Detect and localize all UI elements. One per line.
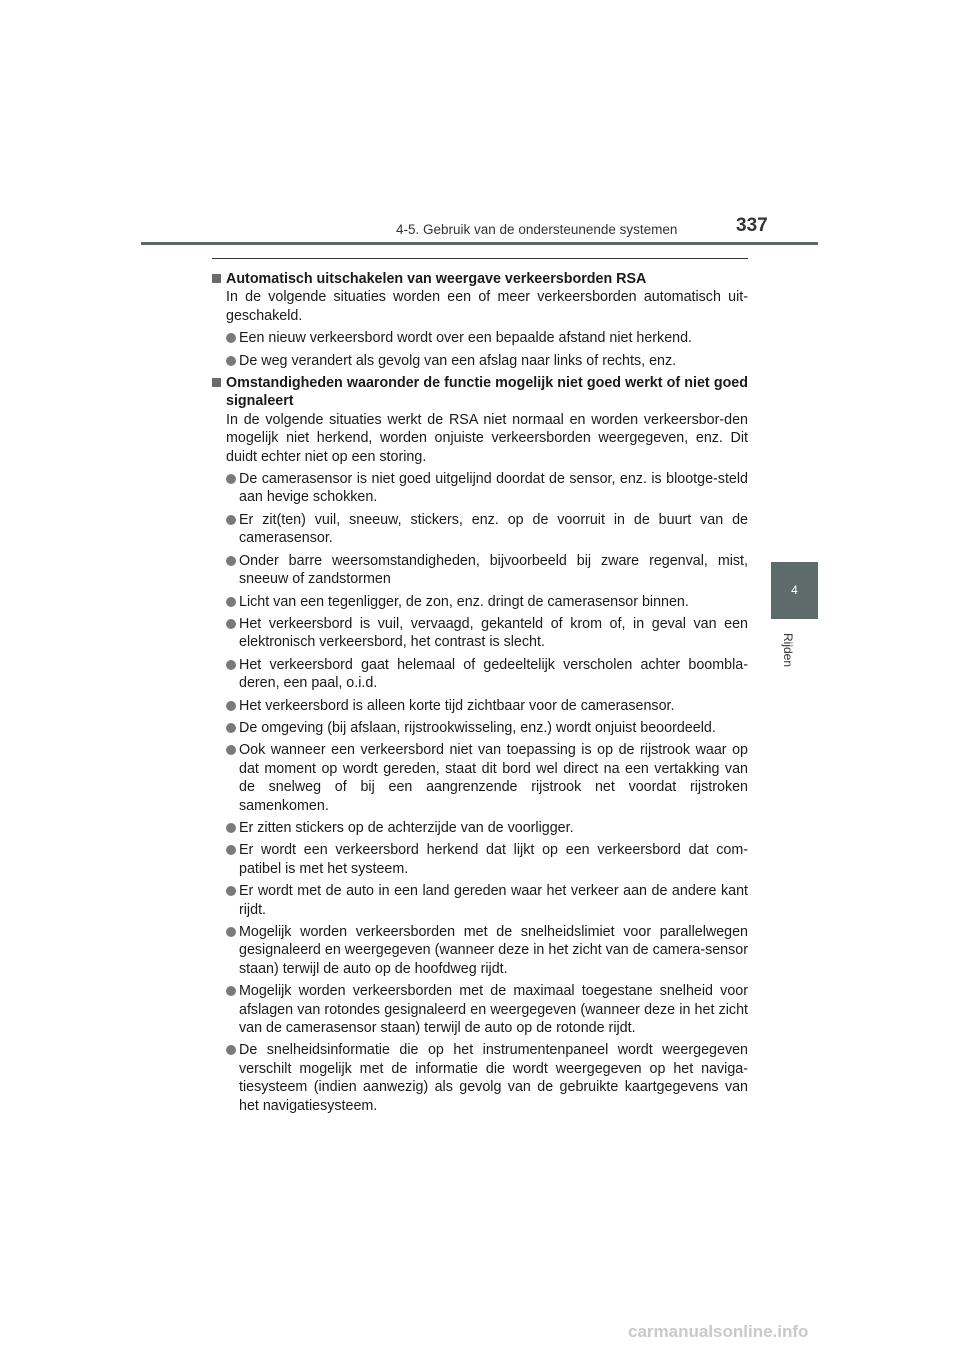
section-heading-text: Automatisch uitschakelen van weergave verkeersborden RSA — [226, 271, 647, 287]
bullet-icon — [226, 1045, 236, 1055]
square-bullet-icon — [212, 274, 221, 283]
bullet-icon — [226, 845, 236, 855]
list-item-text: Het verkeersbord is vuil, vervaagd, gekanteld of krom of, in geval van een elektronisch verkeersbord, het contrast is slecht. — [239, 615, 748, 651]
list-item-text: Er zitten stickers op de achterzijde van de voorligger. — [239, 819, 574, 836]
watermark: carmanualsonline.info — [628, 1322, 809, 1341]
list-item — [212, 697, 748, 715]
list-item-text: Er zit(ten) vuil, sneeuw, stickers, enz. op de voorruit in de buurt van de camerasensor. — [239, 511, 748, 547]
list-item — [212, 819, 748, 837]
bullet-icon — [226, 660, 236, 670]
bullet-icon — [226, 723, 236, 733]
list-item — [212, 882, 748, 919]
chapter-label: Rijden — [781, 632, 795, 668]
bullet-icon — [226, 356, 236, 366]
bullet-icon — [226, 886, 236, 896]
list-item-text: Het verkeersbord is alleen korte tijd zichtbaar voor de camerasensor. — [239, 697, 675, 714]
list-item-text: Onder barre weersomstandigheden, bijvoorbeeld bij zware regenval, mist, sneeuw of zandstormen — [239, 552, 748, 588]
list-item — [212, 615, 748, 652]
bullet-icon — [226, 556, 236, 566]
list-item-text: Ook wanneer een verkeersbord niet van toepassing is op de rijstrook waar op dat moment op wordt gereden, staat dit bord wel direct na een vertakking van de snelweg of bij een aangrenzende rijstrook net voordat rijstroken samenkomen. — [239, 742, 748, 814]
bullet-icon — [226, 745, 236, 755]
list-item-text: Mogelijk worden verkeersborden met de snelheidslimiet voor parallelwegen gesignaleerd en weergegeven (wanneer deze in het zicht van de camera-sensor staan) terwijl de auto op de hoofdweg rijdt. — [239, 924, 748, 977]
page-number: 337 — [736, 215, 768, 236]
list-item-text: Het verkeersbord gaat helemaal of gedeeltelijk verscholen achter boombla-deren, een paal, o.i.d. — [239, 656, 748, 692]
bullet-icon — [226, 619, 236, 629]
header-divider — [141, 242, 818, 245]
section-intro: In de volgende situaties worden een of meer verkeersborden automatisch uit-geschakeld. — [226, 289, 748, 324]
content-divider — [212, 258, 748, 259]
bullet-icon — [226, 986, 236, 996]
bullet-icon — [226, 515, 236, 525]
bullet-icon — [226, 823, 236, 833]
list-item-text: De weg verandert als gevolg van een afslag naar links of rechts, enz. — [239, 352, 677, 369]
chapter-tab: 4 — [771, 562, 818, 619]
section-intro: In de volgende situaties werkt de RSA niet normaal en worden verkeersbor-den mogelijk niet herkend, worden onjuiste verkeersborden weergegeven, enz. Dit duidt echter niet op een storing. — [226, 411, 748, 465]
list-item-text: De camerasensor is niet goed uitgelijnd doordat de sensor, enz. is blootge-steld aan hevige schokken. — [239, 471, 748, 506]
list-item-text: Er wordt een verkeersbord herkend dat lijkt op een verkeersbord dat com-patibel is met het systeem. — [239, 842, 748, 877]
section-heading — [212, 270, 748, 288]
list-item — [212, 352, 748, 370]
list-item-text: Mogelijk worden verkeersborden met de maximaal toegestane snelheid voor afslagen van rotondes gesignaleerd en weergegeven (wanneer deze in het zicht van de camerasensor staan) terwijl de auto op de rotonde rijdt. — [239, 983, 748, 1037]
section-title: 4-5. Gebruik van de ondersteunende systemen — [396, 222, 678, 237]
section-heading-text: Omstandigheden waaronder de functie mogelijk niet goed werkt of niet goed signaleert — [226, 375, 748, 410]
list-item — [212, 329, 748, 347]
bullet-icon — [226, 333, 236, 343]
page-content — [212, 266, 748, 1115]
section-heading — [212, 374, 748, 411]
bullet-icon — [226, 474, 236, 484]
list-item — [212, 511, 748, 548]
list-item-text: Licht van een tegenligger, de zon, enz. dringt de camerasensor binnen. — [239, 593, 689, 610]
list-item-text: Er wordt met de auto in een land gereden waar het verkeer aan de andere kant rijdt. — [239, 883, 748, 918]
list-item — [212, 593, 748, 611]
list-item — [212, 982, 748, 1037]
list-item — [212, 552, 748, 589]
list-item-text: Een nieuw verkeersbord wordt over een bepaalde afstand niet herkend. — [239, 330, 693, 347]
list-item — [212, 1041, 748, 1115]
square-bullet-icon — [212, 378, 221, 387]
list-item — [212, 841, 748, 878]
list-item — [212, 719, 748, 737]
bullet-icon — [226, 927, 236, 937]
list-item — [212, 923, 748, 978]
list-item-text: De snelheidsinformatie die op het instrumentenpaneel wordt weergegeven verschilt mogelijk met de informatie die wordt weergegeven op het naviga-tiesysteem (indien aanwezig) als gevolg van de gebruikte kaartgegevens van het navigatiesysteem. — [239, 1042, 748, 1114]
bullet-icon — [226, 597, 236, 607]
list-item — [212, 470, 748, 507]
list-item-text: De omgeving (bij afslaan, rijstrookwisseling, enz.) wordt onjuist beoordeeld. — [239, 719, 716, 736]
bullet-icon — [226, 701, 236, 711]
list-item — [212, 656, 748, 693]
list-item — [212, 741, 748, 815]
